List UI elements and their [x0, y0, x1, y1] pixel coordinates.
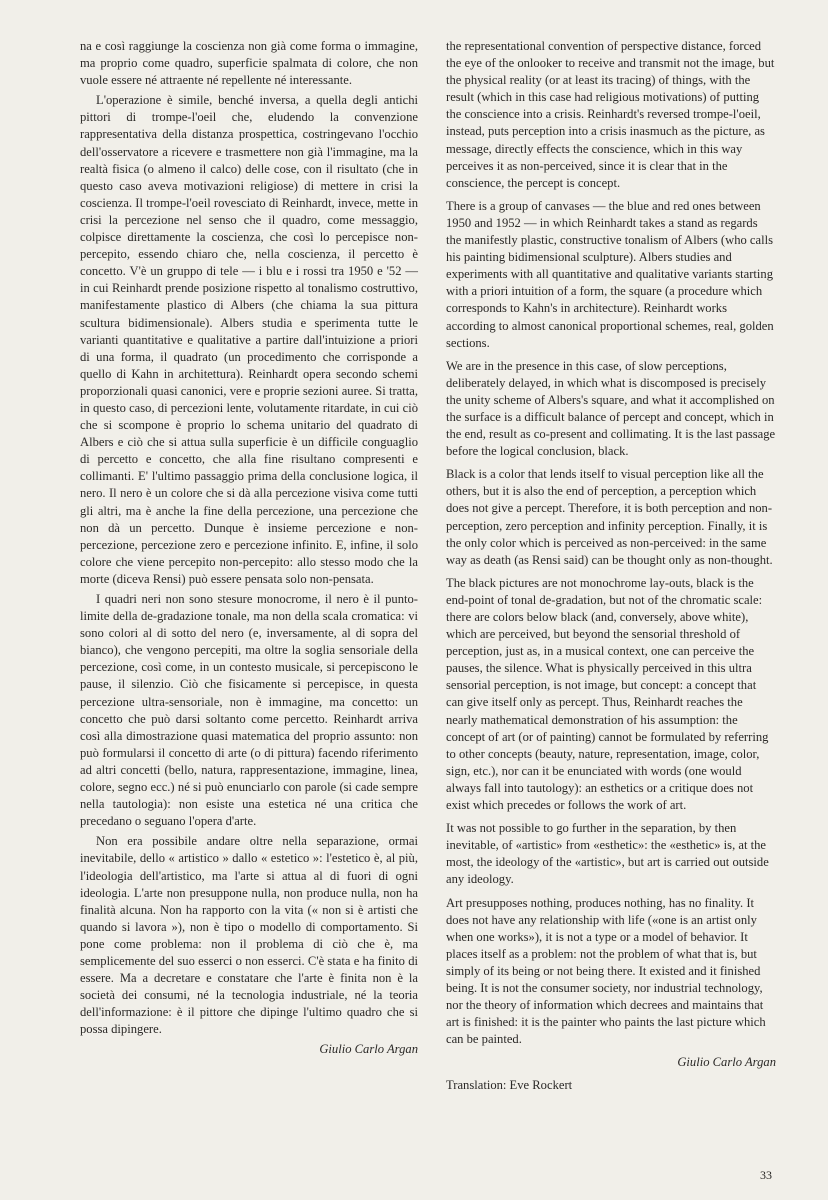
paragraph: Non era possibile andare oltre nella separazione, ormai inevitabile, dello « artistico » dallo « estetico »: l'estetico è, al più, l'ideologia dell'artistico, ma l'arte si attua al di fuori di ogni ideologia. L'arte non presuppone nulla, non produce nulla, non ha finalità alcuna. Non ha rapporto con la vita (« non si è artisti che quando si lavora »), non è tipo o modello di comportamento. Si pone come problema: non il problema di ciò che è, ma semplicemente del suo esserci o non esserci. C'è stata e ha finito di essere. Ma a decretare e constatare che l'arte è finita non è la società dei consumi, né la tecnologia industriale, né la teoria dell'informazione: è il pittore che dipinge l'ultimo quadro che si possa dipingere. [80, 834, 418, 1037]
page-number: 33 [760, 1168, 772, 1182]
paragraph: the representational convention of perspective distance, forced the eye of the onlooker to receive and transmit not the image, but the physical reality (or at least its tracing) of things, with the result (which in this case had religious motivations) of putting the conscience into a crisis. Reinhardt's reversed trompe-l'oeil, instead, puts perception into a crisis inasmuch as the picture, as message, directly effects the conscience, which in this way perceives it as non-perceived, since it is clear that in the conscience, the percept is concept. [446, 39, 775, 190]
paragraph: The black pictures are not monochrome lay-outs, black is the end-point of tonal de-gradation, but not of the chromatic scale: there are colors below black (and, conversely, above white), which are perceived, but beyond the sensorial threshold of perception, just as, in a musical context, one can perceive the pauses, the silence. What is physically perceived in this ultra sensorial perception, is not image, but concept: a concept that can give itself only as percept. Thus, Reinhardt reaches the nearly mathematical demonstration of his assumption: the concept of art (or of painting) cannot be formulated by referring to other concepts (beauty, nature, representation, image, color, sign, etc.), nor can it be enunciated with words (one would always fall into tautology): an esthetics or a critique does not exist which precedes or follows the work of art. [446, 575, 769, 813]
paragraph: L'operazione è simile, benché inversa, a quella degli antichi pittori di trompe-l'oeil che, eludendo la convenzione rappresentativa della distanza prospettica, costringevano l'occhio dell'osservatore a ricevere e trasmettere non già l'immagine, ma la realtà fisica (o almeno il calco) delle cose, con il risultato (che in questo caso aveva motivazioni religiose) di mettere in crisi la coscienza. Il trompe-l'oeil rovesciato di Reinhardt, invece, mette in crisi la percezione nel senso che il quadro, come messaggio, colpisce direttamente la coscienza, che così lo percepisce non-percepito, essendo chiaro che, nella coscienza, il percetto è concetto. V'è un gruppo di tele — i blu e i rossi tra 1950 e '52 — in cui Reinhardt prende posizione rispetto al tonalismo costruttivo, manifestamente plastico di Albers (che chiama la sua pittura scultura bidimensionale). Albers studia e sperimenta tutte le varianti quantitative e qualitative a partire dall'intuizione a priori di una forma, il quadrato (un procedimento che corrisponde a quello di Kahn in architettura). Reinhardt opera secondo schemi proporzionali quasi canonici, vere e proprie sezioni auree. Si tratta, in questo caso, di percezioni lente, volutamente ritardate, in cui ciò che si scompone è proprio lo schema unitario del quadrato di Albers e ciò che si attua sulla superficie è un difficile conguaglio di percetto e concetto, che alla fine risultano compresenti e collimanti. E' l'ultimo passaggio prima della conclusione logica, il nero. Il nero è un colore che si dà alla percezione visiva come tutti gli altri, ma è anche la fine della percezione, una percezione che non dà un percetto. Dunque è insieme percezione e non-percezione, percezione zero e percezione infinito. E, infine, il solo colore che viene percepito non-percepito: allo stesso modo che la morte (diceva Rensi) può essere pensata solo non-pensata. [80, 93, 418, 586]
italian-text-column [80, 38, 418, 1062]
paragraph: I quadri neri non sono stesure monocrome, il nero è il punto-limite della de-gradazione tonale, ma non della scala cromatica: vi sono colori al di sotto del nero (e, inversamente, al di sopra del bianco), che vengono percepiti, ma oltre la soglia sensoriale della percezione, così come, in un contesto musicale, si percepiscono le pause, il silenzio. Ciò che fisicamente si percepisce, in questa percezione ultra-sensoriale, non è immagine, ma concetto: un concetto che può darsi soltanto come percetto. Reinhardt arriva così alla dimostrazione quasi matematica del proprio assunto: non può formularsi il concetto di arte (o di pittura) facendo riferimento ad altri concetti (bello, natura, rappresentazione, immagine, linea, colore, segno ecc.) né si può enunciarlo con parole (si cade sempre nella tautologia): non esiste una estetica né una critica che precedano o seguano l'opera d'arte. [80, 592, 418, 829]
paragraph: na e così raggiunge la coscienza non già come forma o immagine, ma proprio come quadro, superficie spalmata di colore, che non vuole essere né attraente né repellente né interessante. [80, 39, 418, 88]
author-signature: Giulio Carlo Argan [319, 1042, 418, 1057]
paragraph: It was not possible to go further in the separation, by then inevitable, of «artistic» from «esthetic»: the «esthetic» is, at the most, the ideology of the «artistic», but art is carried out outside any ideology. [446, 821, 769, 887]
paragraph: There is a group of canvases — the blue and red ones between 1950 and 1952 — in which Reinhardt takes a stand as regards the manifestly plastic, constructive tonalism of Albers (who calls his painting bidimensional sculpture). Albers studies and experiments with all quantitative and qualitative variants starting with a priori intuition of a form, the square (a procedure which corresponds to Kahn's in architecture). Reinhardt works according to almost canonical proportional schemes, real, golden sections. [446, 198, 774, 350]
paragraph: Black is a color that lends itself to visual perception like all the others, but it is also the end of perception, a perception which does not give a percept. Therefore, it is both perception and non-perception, zero perception and infinity perception. Finally, it is the only color which is perceived as non-perceived: in the same way as death (as Rensi said) can be thought only as non-thought. [446, 467, 773, 567]
paragraph: We are in the presence in this case, of slow perceptions, deliberately delayed, in which what is discomposed is precisely the unity scheme of Albers's square, and what it accomplished on the surface is a difficult balance of percept and concept, which in the end, result as co-present and collimating. It is the last passage before the logical conclusion, black. [446, 358, 776, 459]
paragraph: Art presupposes nothing, produces nothing, has no finality. It does not have any relationship with life («one is an artist only when one works»), it is not a type or a model of behavior. It places itself as a problem: not the problem of what that is, but simply of its being or not being there. It existed and it finished being. It is not the consumer society, nor industrial technology, nor the theory of information which decrees and maintains that art is finished: it is the painter who paints the last picture which can be painted. [446, 895, 766, 1047]
english-text-column [446, 38, 776, 1101]
author-signature: Giulio Carlo Argan [677, 1055, 776, 1070]
translation-credit: Translation: Eve Rockert [446, 1078, 573, 1093]
